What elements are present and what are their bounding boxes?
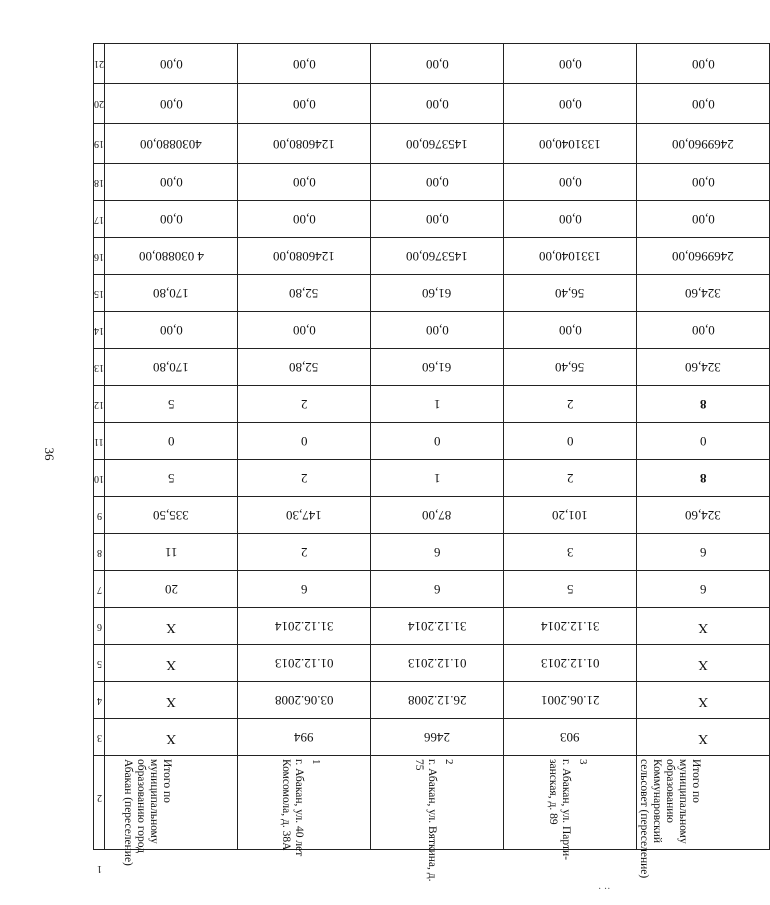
table-cell — [504, 238, 637, 275]
cell-value: 1453760,00 — [406, 249, 468, 264]
cell-value: 0,00 — [159, 323, 183, 338]
cell-value: 31.12.2014 — [274, 619, 334, 634]
table-cell — [238, 386, 371, 423]
column-header-label: 12 — [94, 398, 104, 410]
row-label-cell — [504, 756, 637, 861]
column-header-label: 8 — [96, 546, 102, 558]
row-label-cell — [105, 756, 238, 866]
table-cell — [637, 423, 770, 460]
table-cell — [238, 201, 371, 238]
cell-value: 5 — [167, 397, 175, 412]
cell-value: 0,00 — [292, 175, 316, 190]
table-cell — [238, 44, 371, 84]
column-header-label: 9 — [96, 509, 102, 521]
table-cell — [504, 571, 637, 608]
table-cell — [371, 719, 504, 756]
cell-value: 40З0880,00 — [140, 136, 202, 152]
row-label-cell — [238, 756, 371, 857]
cell-value: X — [697, 657, 709, 672]
cell-value: 0,00 — [691, 96, 715, 112]
cell-value: 0,00 — [691, 212, 715, 227]
table-cell — [371, 682, 504, 719]
table-cell — [238, 84, 371, 124]
table-cell — [371, 460, 504, 497]
cell-value: 903 — [560, 730, 580, 745]
column-header-label: 21 — [94, 58, 104, 69]
cell-value: 994 — [294, 730, 314, 745]
column-header — [94, 84, 105, 124]
cell-value: 0,00 — [159, 212, 183, 227]
table-cell — [238, 534, 371, 571]
table-cell — [105, 201, 238, 238]
table-cell — [238, 275, 371, 312]
cell-value: X — [697, 694, 709, 709]
column-header — [94, 275, 105, 312]
column-header-label: 3 — [96, 731, 102, 743]
table-cell — [238, 238, 371, 275]
cell-value: 0,00 — [425, 212, 449, 227]
table-cell — [504, 608, 637, 645]
table-cell — [371, 201, 504, 238]
cell-value: 0,00 — [425, 323, 449, 338]
table-cell — [371, 275, 504, 312]
table-cell — [637, 44, 770, 84]
column-header — [94, 44, 105, 84]
table-cell — [238, 497, 371, 534]
row-label: г. Абакан, ул. 40 лет Комсомола, д. 38А — [280, 759, 305, 857]
cell-value: 01.12.2013 — [407, 656, 467, 671]
table-cell — [504, 164, 637, 201]
cell-value: 0,00 — [558, 175, 582, 190]
table-cell — [105, 84, 238, 124]
table-cell — [371, 44, 504, 84]
data-table — [93, 43, 770, 882]
cell-value: 6 — [699, 582, 707, 597]
cell-value: 101,20 — [552, 508, 588, 523]
cell-value: X — [165, 694, 177, 709]
cell-value: 1331040,00 — [539, 249, 601, 264]
cell-value: 2469960,00 — [672, 136, 734, 152]
table-cell — [105, 164, 238, 201]
column-header-label: 13 — [94, 361, 104, 373]
table-cell — [637, 534, 770, 571]
table-cell — [105, 349, 238, 386]
cell-value: X — [697, 731, 709, 746]
row-number — [178, 756, 192, 759]
row-label: Итого по муниципальному образованию город Абакан (переселение) — [122, 759, 173, 866]
cell-value: 1246080,00 — [273, 136, 335, 152]
cell-value: 6 — [433, 545, 441, 560]
table-cell — [504, 534, 637, 571]
table-cell — [371, 386, 504, 423]
table-cell — [504, 44, 637, 84]
column-header — [94, 756, 105, 874]
column-header — [94, 312, 105, 349]
column-header-label: 7 — [96, 583, 102, 595]
table-cell — [371, 312, 504, 349]
column-header — [94, 460, 105, 497]
cell-value: 0,00 — [425, 96, 449, 112]
table-cell — [637, 84, 770, 124]
column-header — [94, 386, 105, 423]
cell-value: 335,50 — [153, 508, 189, 523]
cell-value: 01.12.2013 — [274, 656, 334, 671]
table-cell — [371, 497, 504, 534]
cell-value: 0,00 — [558, 96, 582, 112]
table-cell — [238, 571, 371, 608]
row-number: 3 — [577, 759, 589, 765]
table-cell — [637, 571, 770, 608]
table-cell — [105, 124, 238, 164]
table-cell — [504, 201, 637, 238]
cell-value: 0 — [167, 434, 175, 449]
table-cell — [105, 238, 238, 275]
cell-value: 0,00 — [691, 56, 715, 72]
table-cell — [105, 645, 238, 682]
cell-value: 01.12.2013 — [540, 656, 600, 671]
cell-value: 56,40 — [555, 286, 585, 301]
cell-value: 147,30 — [286, 508, 322, 523]
column-header — [94, 201, 105, 238]
cell-value: 6 — [300, 582, 308, 597]
table-cell — [637, 201, 770, 238]
table-cell — [371, 164, 504, 201]
column-header — [94, 423, 105, 460]
row-label-cell — [371, 756, 504, 882]
cell-value: 0,00 — [292, 323, 316, 338]
table-cell — [238, 423, 371, 460]
table-cell — [504, 275, 637, 312]
cell-value: 52,80 — [289, 360, 319, 375]
table-cell — [371, 238, 504, 275]
column-header — [94, 645, 105, 682]
table-cell — [637, 238, 770, 275]
cell-value: 2 — [300, 471, 308, 486]
table-cell — [371, 571, 504, 608]
cell-value: 0,00 — [558, 323, 582, 338]
cell-value: 0,00 — [159, 96, 183, 112]
table-cell — [105, 719, 238, 756]
column-header-label: 6 — [96, 620, 102, 632]
column-header — [94, 571, 105, 608]
column-header-label: 5 — [96, 657, 102, 669]
cell-value: 0,00 — [292, 56, 316, 72]
table-cell — [105, 423, 238, 460]
table-cell — [238, 164, 371, 201]
cell-value: 31.12.2014 — [407, 619, 467, 634]
cell-value: 0,00 — [292, 212, 316, 227]
table-cell — [504, 719, 637, 756]
table-cell — [637, 719, 770, 756]
table-cell — [371, 124, 504, 164]
cell-value: 26.12.2008 — [407, 693, 467, 708]
column-header — [94, 534, 105, 571]
cell-value: 6 — [699, 545, 707, 560]
cell-value: 8 — [699, 471, 707, 486]
column-header-label: 4 — [96, 694, 102, 706]
table-cell — [504, 645, 637, 682]
table-cell — [105, 608, 238, 645]
column-header — [94, 238, 105, 275]
cell-value: 5 — [167, 471, 175, 486]
table-cell — [637, 349, 770, 386]
column-header — [94, 124, 105, 164]
footer-mark: · ·· — [598, 884, 611, 895]
column-header-label: 1 — [96, 862, 102, 874]
table-cell — [371, 645, 504, 682]
table-cell — [238, 124, 371, 164]
cell-value: 1 — [433, 397, 441, 412]
cell-value: 324,60 — [685, 286, 721, 301]
cell-value: 0,00 — [425, 175, 449, 190]
table-cell — [105, 386, 238, 423]
table-cell — [637, 460, 770, 497]
cell-value: 21.06.2001 — [540, 693, 600, 708]
cell-value: 2466 — [424, 730, 450, 745]
table-cell — [637, 497, 770, 534]
cell-value: 324,60 — [685, 508, 721, 523]
cell-value: X — [165, 657, 177, 672]
cell-value: 0 — [300, 434, 308, 449]
table-cell — [105, 534, 238, 571]
table-cell — [504, 312, 637, 349]
cell-value: 5 — [566, 582, 574, 597]
cell-value: 4 030880,00 — [138, 249, 204, 264]
column-header — [94, 164, 105, 201]
table-cell — [371, 423, 504, 460]
column-header-label: 16 — [94, 250, 104, 262]
column-header-label: 15 — [94, 287, 104, 299]
table-cell — [371, 84, 504, 124]
row-label: Итого по муниципальному образованию Коммунаровский сельсовет (переселение) — [638, 759, 702, 879]
table-cell — [637, 645, 770, 682]
table-cell — [105, 275, 238, 312]
row-number — [707, 756, 721, 759]
cell-value: 1246080,00 — [273, 249, 335, 264]
cell-value: 0,00 — [159, 56, 183, 72]
table-cell — [105, 44, 238, 84]
table-cell — [238, 460, 371, 497]
cell-value: X — [165, 731, 177, 746]
cell-value: 20 — [164, 582, 178, 597]
table-cell — [238, 349, 371, 386]
cell-value: 170,80 — [153, 360, 189, 375]
table-cell — [105, 682, 238, 719]
cell-value: 0,00 — [691, 323, 715, 338]
table-cell — [504, 682, 637, 719]
table-cell — [504, 84, 637, 124]
table-cell — [371, 608, 504, 645]
column-header-label: 17 — [94, 213, 104, 225]
table-cell — [504, 349, 637, 386]
column-header-label: 11 — [94, 435, 104, 447]
column-header — [94, 682, 105, 719]
table-cell — [238, 682, 371, 719]
table-cell — [637, 312, 770, 349]
cell-value: 87,00 — [422, 508, 452, 523]
column-header-label: 14 — [94, 324, 104, 336]
page-number: 36 — [42, 447, 57, 461]
column-header-label: 2 — [96, 791, 102, 803]
cell-value: 0,00 — [159, 175, 183, 190]
cell-value: 2 — [300, 545, 308, 560]
table-cell — [504, 124, 637, 164]
table-cell — [238, 312, 371, 349]
column-header-label: 10 — [94, 472, 104, 484]
table-cell — [105, 571, 238, 608]
cell-value: 03.06.2008 — [274, 693, 334, 708]
cell-value: 2 — [300, 397, 308, 412]
column-header — [94, 719, 105, 756]
column-header-label: 20 — [94, 98, 104, 109]
cell-value: X — [697, 620, 709, 635]
column-header — [94, 608, 105, 645]
cell-value: 11 — [164, 545, 178, 560]
cell-value: 0,00 — [558, 56, 582, 72]
column-header-label: 18 — [94, 176, 104, 188]
table-cell — [637, 386, 770, 423]
cell-value: 52,80 — [289, 286, 319, 301]
table-cell — [105, 460, 238, 497]
row-label: г. Абакан, ул. Вяткина, д. 75 — [413, 759, 438, 882]
row-label: г. Абакан, ул. Парти-занская, д. 89 — [547, 759, 572, 861]
cell-value: 170,80 — [153, 286, 189, 301]
table-cell — [105, 497, 238, 534]
table-cell — [238, 645, 371, 682]
cell-value: 0 — [699, 434, 707, 449]
column-header — [94, 349, 105, 386]
table-cell — [504, 423, 637, 460]
cell-value: 324,60 — [685, 360, 721, 375]
table-cell — [238, 719, 371, 756]
table-cell — [637, 682, 770, 719]
cell-value: 0 — [433, 434, 441, 449]
cell-value: X — [165, 620, 177, 635]
row-number: 1 — [310, 759, 322, 765]
cell-value: 0,00 — [558, 212, 582, 227]
table-cell — [637, 608, 770, 645]
cell-value: 0,00 — [691, 175, 715, 190]
cell-value: 1331040,00 — [539, 136, 601, 152]
cell-value: 2469960,00 — [672, 249, 734, 264]
table-cell — [637, 124, 770, 164]
cell-value: 31.12.2014 — [540, 619, 600, 634]
table-cell — [504, 460, 637, 497]
cell-value: 0,00 — [292, 96, 316, 112]
table-cell — [637, 164, 770, 201]
cell-value: 3 — [566, 545, 574, 560]
row-number: 2 — [443, 759, 455, 765]
cell-value: 2 — [566, 471, 574, 486]
cell-value: 61,60 — [422, 360, 452, 375]
table-cell — [504, 386, 637, 423]
cell-value: 1453760,00 — [406, 136, 468, 152]
table-cell — [105, 312, 238, 349]
table-cell — [238, 608, 371, 645]
column-header-label: 19 — [94, 138, 104, 149]
cell-value: 0 — [566, 434, 574, 449]
cell-value: 6 — [433, 582, 441, 597]
cell-value: 8 — [699, 397, 707, 412]
table-cell — [371, 534, 504, 571]
table-cell — [637, 275, 770, 312]
table-cell — [371, 349, 504, 386]
cell-value: 2 — [566, 397, 574, 412]
row-label-cell — [637, 756, 770, 879]
cell-value: 56,40 — [555, 360, 585, 375]
table-cell — [504, 497, 637, 534]
column-header — [94, 497, 105, 534]
cell-value: 1 — [433, 471, 441, 486]
cell-value: 0,00 — [425, 56, 449, 72]
cell-value: 61,60 — [422, 286, 452, 301]
